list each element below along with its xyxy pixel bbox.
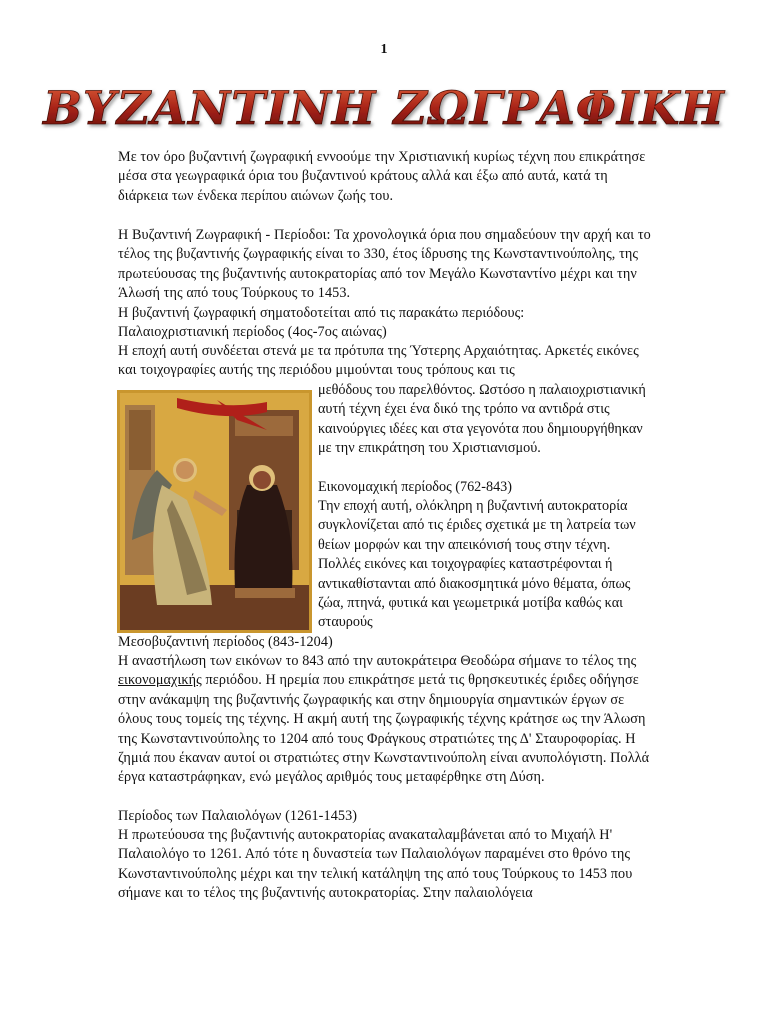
iconoclasm-link[interactable]: εικονομαχικής: [118, 672, 202, 689]
iconoclasm-text: Την εποχή αυτή, ολόκληρη η βυζαντινή αυτοκρατορία συγκλονίζεται από τις έριδες σχετικά με τη λατρεία των θείων μορφών και την απεικόνισή τους στην τέχνη. Πολλές εικόνες και τοιχογραφίες καταστρέφονται ή αντικαθίστανται από διακοσμητικά μόνο θέματα, όπως ζώα, πτηνά, φυτικά και γεωμετρικά μοτίβα καθώς και σταυρούς: [318, 498, 636, 631]
document-title: [43, 78, 725, 136]
early-christian-text-continued: μεθόδους του παρελθόντος. Ωστόσο η παλαιοχριστιανική αυτή τέχνη έχει ένα δικό της τρόπο να αντιδρά στις καινούργιες ιδέες και στα γεγονότα που δημιουργήθηκαν με την επικράτηση του Χριστιανισμού.: [318, 382, 646, 457]
periods-intro-paragraph: Η Βυζαντινή Ζωγραφική - Περίοδοι: Τα χρονολογικά όρια που σημαδεύουν την αρχή και το τέλος της βυζαντινής ζωγραφικής είναι το 330, έτος ίδρυσης της Κωνσταντινούπολης, της πρωτεύουσας της βυζαντινής αυτοκρατορίας από τον Μεγάλο Κωνσταντίνο μέχρι και την Άλωσή της από τους Τούρκους το 1453.: [118, 227, 651, 302]
early-christian-heading: Παλαιοχριστιανική περίοδος (4ος-7ος αιώνας): [118, 324, 387, 340]
iconoclasm-heading: Εικονομαχική περίοδος (762-843): [318, 479, 512, 495]
periods-marked-line: Η βυζαντινή ζωγραφική σηματοδοτείται από τις παρακάτω περιόδους:: [118, 305, 525, 321]
early-christian-text: Η εποχή αυτή συνδέεται στενά με τα πρότυπα της Ύστερης Αρχαιότητας. Αρκετές εικόνες και τοιχογραφίες αυτής της περιόδου μιμούνται τους τρόπους και τις: [118, 343, 639, 379]
middle-byzantine-text: [118, 652, 653, 788]
middle-byzantine-heading: Μεσοβυζαντινή περίοδος (843-1204): [118, 634, 333, 650]
palaeologan-text: Η πρωτεύουσα της βυζαντινής αυτοκρατορίας ανακαταλαμβάνεται από το Μιχαήλ Η' Παλαιολόγο το 1261. Από τότε η δυναστεία των Παλαιολόγων παραμένει στο θρόνο της Κωνσταντινούπολης μέχρι και την τελική κατάληψη της από τους Τούρκους το 1453 που σήμανε και το τέλος της βυζαντινής αυτοκρατορίας. Στην παλαιολόγεια: [118, 827, 633, 902]
middle-text-start: Η αναστήλωση των εικόνων το 843 από την αυτοκράτειρα Θεοδώρα σήμανε το τέλος της: [118, 653, 637, 669]
palaeologan-heading: Περίοδος των Παλαιολόγων (1261-1453): [118, 808, 358, 824]
intro-paragraph: Με τον όρο βυζαντινή ζωγραφική εννοούμε την Χριστιανική κυρίως τέχνη που επικράτησε μέσα στα γεωγραφικά όρια του βυζαντινού κράτους αλλά και έξω από αυτά, κατά τη διάρκεια των ένδεκα περίπου αιώνων ζωής του.: [118, 149, 646, 204]
annunciation-icon-painting: [117, 390, 312, 633]
title-text: ΒΥΖΑΝΤΙΝΗ ΖΩΓΡΑΦΙΚΗ: [43, 81, 725, 135]
middle-text-rest: περιόδου. Η ηρεμία που επικράτησε μετά τις θρησκευτικές έριδες οδήγησε στην ανάκαμψη της βυζαντινής ζωγραφικής και στην δημιουργία σημαντικών έργων σε όλους τους τομείς της τέχνης. Η ακμή αυτή της ζωγραφικής τέχνης κράτησε ως την Άλωση της Κωνσταντινούπολης το 1204 από τους Φράγκους στρατιώτες της Δ' Σταυροφορίας. Η ζημιά που έκαναν αυτοί οι στρατιώτες στην Κωνσταντινούπολη είναι ανυπολόγιστη. Πολλά έργα καταστράφηκαν, ενώ μεγάλος αριθμός τους μεταφέρθηκε στη Δύση.: [118, 672, 650, 786]
page-number: 1: [380, 42, 388, 57]
